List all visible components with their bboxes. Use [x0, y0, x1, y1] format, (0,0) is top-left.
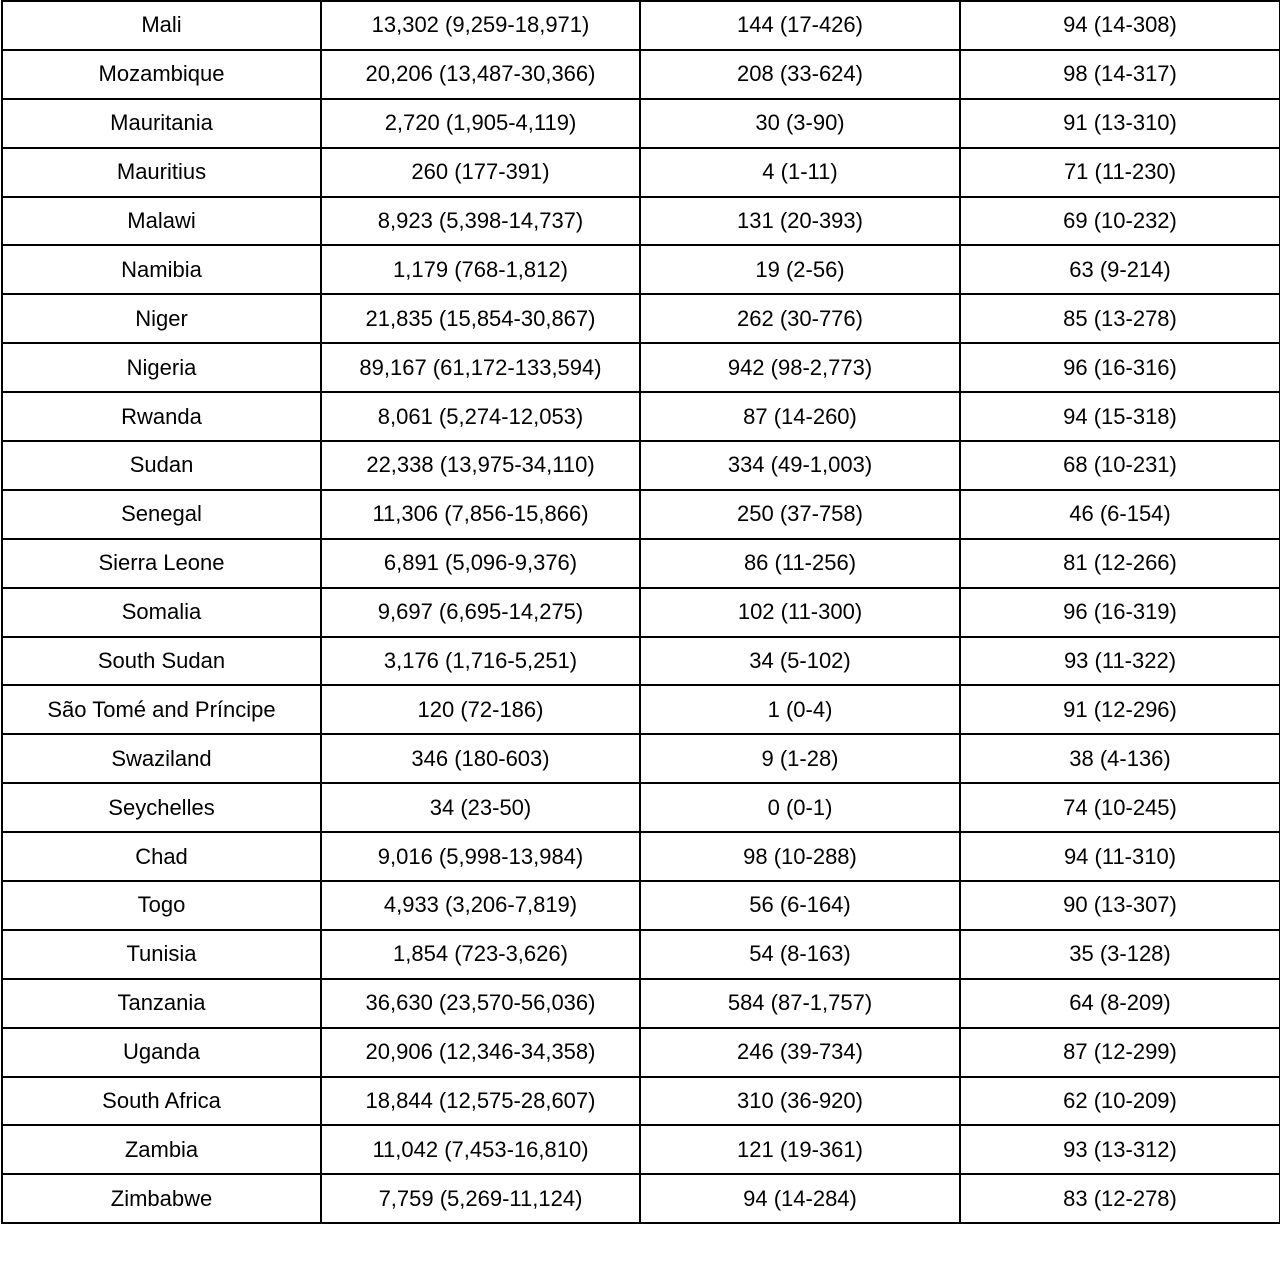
table-row [2, 245, 1280, 294]
value-cell-3: 98 (14-317) [960, 50, 1280, 99]
value-cell-2: 34 (5-102) [640, 637, 960, 686]
value-cell-3: 91 (13-310) [960, 99, 1280, 148]
country-cell: Tanzania [2, 979, 321, 1028]
table-row [2, 148, 1280, 197]
value-cell-2: 102 (11-300) [640, 588, 960, 637]
value-cell-3: 64 (8-209) [960, 979, 1280, 1028]
value-cell-1: 9,016 (5,998-13,984) [321, 832, 640, 881]
table-row [2, 1174, 1280, 1223]
table-row [2, 1077, 1280, 1126]
country-cell: Sierra Leone [2, 539, 321, 588]
value-cell-1: 9,697 (6,695-14,275) [321, 588, 640, 637]
country-cell: Tunisia [2, 930, 321, 979]
table-row [2, 197, 1280, 246]
value-cell-2: 87 (14-260) [640, 392, 960, 441]
table-row [2, 881, 1280, 930]
value-cell-1: 120 (72-186) [321, 685, 640, 734]
value-cell-1: 4,933 (3,206-7,819) [321, 881, 640, 930]
value-cell-2: 4 (1-11) [640, 148, 960, 197]
value-cell-3: 94 (14-308) [960, 1, 1280, 50]
country-cell: Malawi [2, 197, 321, 246]
value-cell-3: 62 (10-209) [960, 1077, 1280, 1126]
value-cell-2: 19 (2-56) [640, 245, 960, 294]
value-cell-2: 262 (30-776) [640, 294, 960, 343]
value-cell-3: 35 (3-128) [960, 930, 1280, 979]
value-cell-3: 93 (11-322) [960, 637, 1280, 686]
value-cell-1: 11,042 (7,453-16,810) [321, 1125, 640, 1174]
value-cell-2: 54 (8-163) [640, 930, 960, 979]
value-cell-2: 86 (11-256) [640, 539, 960, 588]
table-row [2, 392, 1280, 441]
table-row [2, 1, 1280, 50]
value-cell-2: 208 (33-624) [640, 50, 960, 99]
table-row [2, 343, 1280, 392]
table-row [2, 539, 1280, 588]
value-cell-3: 71 (11-230) [960, 148, 1280, 197]
value-cell-3: 69 (10-232) [960, 197, 1280, 246]
value-cell-3: 85 (13-278) [960, 294, 1280, 343]
value-cell-1: 11,306 (7,856-15,866) [321, 490, 640, 539]
country-estimates-table [1, 0, 1280, 1224]
value-cell-2: 310 (36-920) [640, 1077, 960, 1126]
value-cell-3: 96 (16-319) [960, 588, 1280, 637]
value-cell-1: 7,759 (5,269-11,124) [321, 1174, 640, 1223]
value-cell-2: 121 (19-361) [640, 1125, 960, 1174]
value-cell-3: 94 (11-310) [960, 832, 1280, 881]
value-cell-2: 30 (3-90) [640, 99, 960, 148]
value-cell-2: 131 (20-393) [640, 197, 960, 246]
value-cell-1: 8,923 (5,398-14,737) [321, 197, 640, 246]
country-cell: Nigeria [2, 343, 321, 392]
country-cell: Togo [2, 881, 321, 930]
value-cell-3: 83 (12-278) [960, 1174, 1280, 1223]
table-row [2, 441, 1280, 490]
table-row [2, 783, 1280, 832]
value-cell-3: 93 (13-312) [960, 1125, 1280, 1174]
value-cell-1: 13,302 (9,259-18,971) [321, 1, 640, 50]
value-cell-1: 22,338 (13,975-34,110) [321, 441, 640, 490]
value-cell-2: 94 (14-284) [640, 1174, 960, 1223]
table-row [2, 637, 1280, 686]
table-row [2, 979, 1280, 1028]
value-cell-1: 1,179 (768-1,812) [321, 245, 640, 294]
value-cell-3: 38 (4-136) [960, 734, 1280, 783]
country-cell: Zambia [2, 1125, 321, 1174]
value-cell-1: 18,844 (12,575-28,607) [321, 1077, 640, 1126]
value-cell-3: 68 (10-231) [960, 441, 1280, 490]
country-cell: Mauritius [2, 148, 321, 197]
value-cell-3: 90 (13-307) [960, 881, 1280, 930]
value-cell-2: 9 (1-28) [640, 734, 960, 783]
value-cell-3: 74 (10-245) [960, 783, 1280, 832]
value-cell-3: 96 (16-316) [960, 343, 1280, 392]
country-cell: Mauritania [2, 99, 321, 148]
table-row [2, 99, 1280, 148]
value-cell-2: 942 (98-2,773) [640, 343, 960, 392]
value-cell-2: 1 (0-4) [640, 685, 960, 734]
value-cell-1: 260 (177-391) [321, 148, 640, 197]
value-cell-2: 56 (6-164) [640, 881, 960, 930]
value-cell-3: 91 (12-296) [960, 685, 1280, 734]
table-row [2, 734, 1280, 783]
value-cell-1: 8,061 (5,274-12,053) [321, 392, 640, 441]
value-cell-2: 584 (87-1,757) [640, 979, 960, 1028]
country-cell: São Tomé and Príncipe [2, 685, 321, 734]
value-cell-1: 3,176 (1,716-5,251) [321, 637, 640, 686]
value-cell-3: 87 (12-299) [960, 1028, 1280, 1077]
table-row [2, 832, 1280, 881]
table-row [2, 50, 1280, 99]
value-cell-3: 94 (15-318) [960, 392, 1280, 441]
table-row [2, 685, 1280, 734]
value-cell-2: 144 (17-426) [640, 1, 960, 50]
value-cell-1: 2,720 (1,905-4,119) [321, 99, 640, 148]
value-cell-1: 89,167 (61,172-133,594) [321, 343, 640, 392]
value-cell-1: 21,835 (15,854-30,867) [321, 294, 640, 343]
value-cell-1: 20,906 (12,346-34,358) [321, 1028, 640, 1077]
country-cell: Chad [2, 832, 321, 881]
country-cell: Rwanda [2, 392, 321, 441]
country-cell: Senegal [2, 490, 321, 539]
country-cell: Uganda [2, 1028, 321, 1077]
country-cell: Niger [2, 294, 321, 343]
country-cell: Namibia [2, 245, 321, 294]
country-cell: Mozambique [2, 50, 321, 99]
value-cell-3: 81 (12-266) [960, 539, 1280, 588]
table-row [2, 294, 1280, 343]
table-row [2, 1125, 1280, 1174]
country-cell: Sudan [2, 441, 321, 490]
table-row [2, 1028, 1280, 1077]
value-cell-3: 63 (9-214) [960, 245, 1280, 294]
value-cell-2: 0 (0-1) [640, 783, 960, 832]
value-cell-1: 1,854 (723-3,626) [321, 930, 640, 979]
value-cell-2: 246 (39-734) [640, 1028, 960, 1077]
value-cell-1: 20,206 (13,487-30,366) [321, 50, 640, 99]
country-cell: Zimbabwe [2, 1174, 321, 1223]
value-cell-1: 346 (180-603) [321, 734, 640, 783]
table-body [2, 1, 1280, 1223]
country-cell: Somalia [2, 588, 321, 637]
country-cell: Swaziland [2, 734, 321, 783]
country-cell: South Africa [2, 1077, 321, 1126]
value-cell-1: 6,891 (5,096-9,376) [321, 539, 640, 588]
country-cell: Seychelles [2, 783, 321, 832]
value-cell-2: 250 (37-758) [640, 490, 960, 539]
value-cell-1: 36,630 (23,570-56,036) [321, 979, 640, 1028]
value-cell-2: 334 (49-1,003) [640, 441, 960, 490]
table-row [2, 930, 1280, 979]
country-cell: South Sudan [2, 637, 321, 686]
country-cell: Mali [2, 1, 321, 50]
value-cell-1: 34 (23-50) [321, 783, 640, 832]
value-cell-2: 98 (10-288) [640, 832, 960, 881]
value-cell-3: 46 (6-154) [960, 490, 1280, 539]
table-row [2, 588, 1280, 637]
table-row [2, 490, 1280, 539]
